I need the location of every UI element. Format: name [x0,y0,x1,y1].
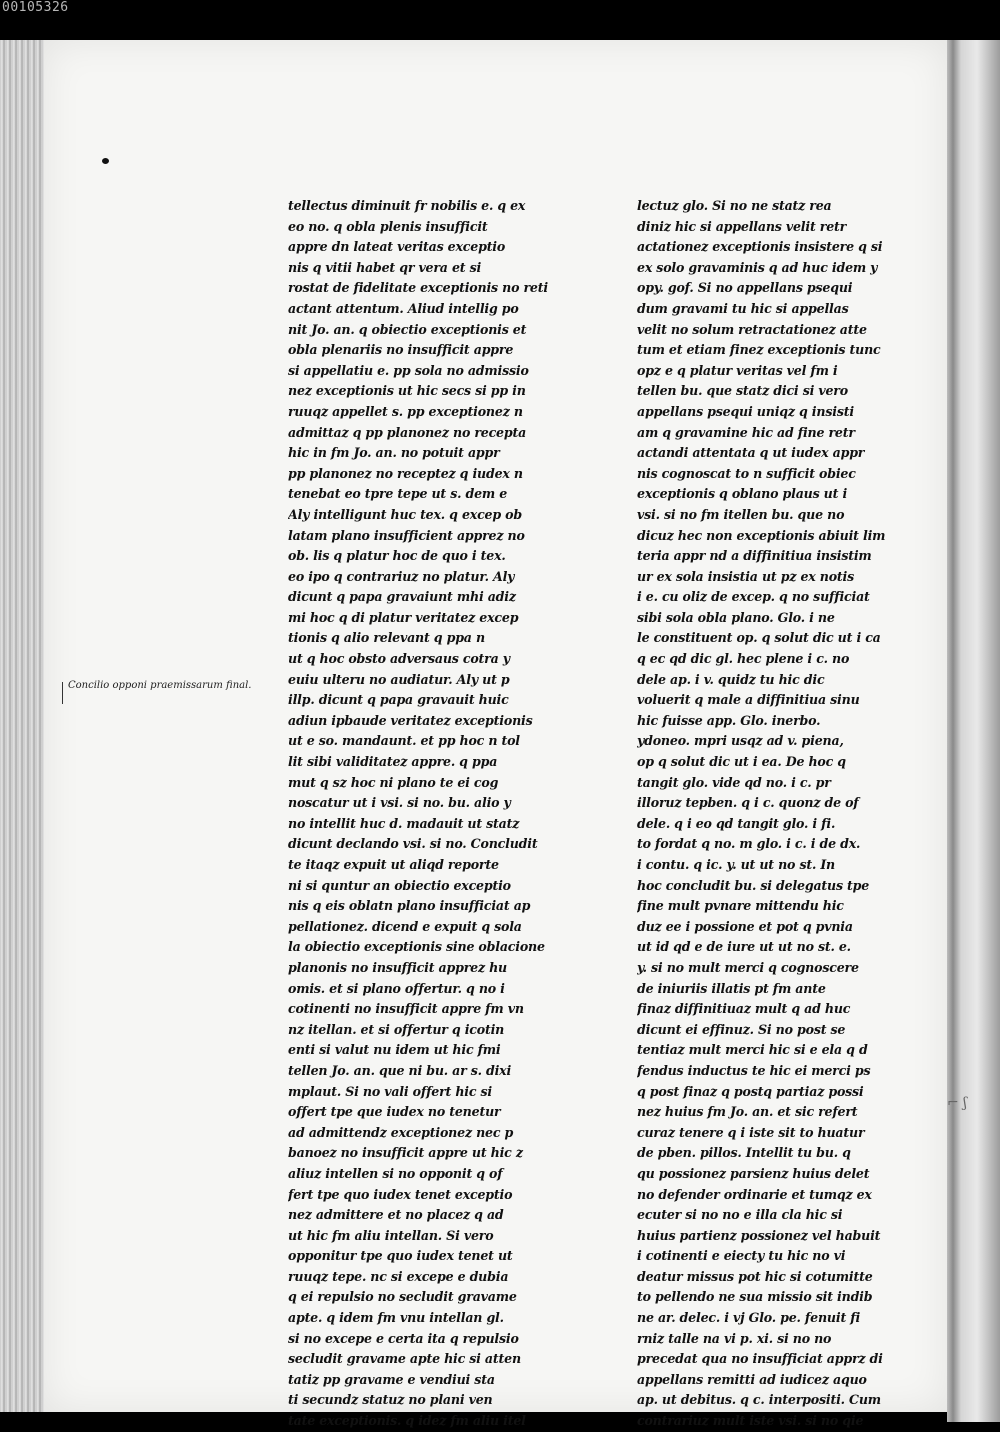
right-column-line: i cotinenti e eiecty tu hic no vi [637,1248,846,1264]
left-column-line: apte. q idem fm vnu intellan gl. [288,1310,504,1326]
right-column-line: op q solut dic ut i ea. De hoc q [637,754,846,770]
left-column-line: euiu ulteru no audiatur. Aly ut p [288,671,510,687]
left-column-line: ut q hoc obsto adversaus cotra y [288,651,510,667]
left-column-line: omis. et si plano offertur. q no i [288,980,505,996]
right-column-line: y. si no mult merci q cognoscere [637,959,859,975]
right-column-line: dicuz hec non exceptionis abiuit lim [637,527,885,543]
stacked-page-edges [0,40,44,1412]
right-column-line: dele ap. i v. quidz tu hic dic [637,671,825,687]
frame-number: 00105326 [2,0,69,15]
left-column-line: ut e so. mandaunt. et pp hoc n tol [288,733,520,749]
right-column-line: tentiaz mult merci hic si e ela q d [637,1042,868,1058]
left-column-line: ruuqz appellet s. pp exceptionez n [288,403,523,419]
ink-dot-mark [102,158,109,164]
right-column-line: duz ee i possione et pot q pvnia [637,918,853,934]
right-column-line: dele. q i eo qd tangit glo. i fi. [637,815,836,831]
left-column-line: noscatur ut i vsi. si no. bu. alio y [288,795,511,811]
margin-scribble: ⌐ ʃ [947,1095,967,1111]
left-column-line: nz itellan. et si offertur q icotin [288,1021,505,1037]
left-column-line: ni si quntur an obiectio exceptio [288,877,511,893]
right-column-line: opz e q platur veritas vel fm i [637,362,838,378]
right-column-line: velit no solum retractationez atte [637,321,867,337]
left-column-line: pellationez. dicend e expuit q sola [288,918,522,934]
right-column-line: no defender ordinarie et tumqz ex [637,1186,872,1202]
left-column-line: ut hic fm aliu intellan. Si vero [288,1227,494,1243]
right-column-line: q post finaz q postq partiaz possi [637,1083,864,1099]
right-column-line: contrariuz mult iste vsi. si no qie [637,1413,864,1429]
right-column-line: i contu. q ic. y. ut ut no st. In [637,857,835,872]
left-column-line: planonis no insufficit apprez hu [288,959,507,975]
left-column-line: nez exceptionis ut hic secs si pp in [288,383,526,399]
left-column-line: eo no. q obla plenis insufficit [288,218,488,234]
marginal-annotation [62,680,272,691]
left-column-line: dicunt declando vsi. si no. Concludit [288,836,538,852]
right-column-line: precedat qua no insufficiat apprz di [637,1351,883,1367]
left-column-line: tellen Jo. an. que ni bu. ar s. dixi [288,1062,512,1078]
right-column-line: ur ex sola insistia ut pz ex notis [637,568,855,584]
left-column-line: eo ipo q contrariuz no platur. Aly [288,568,515,584]
left-column-line: mi hoc q di platur veritatez excep [288,609,519,625]
right-column-line: nez huius fm Jo. an. et sic refert [637,1104,858,1120]
left-column-line: adiun ipbaude veritatez exceptionis [288,712,533,728]
right-column-line: ecuter si no no e illa cla hic si [637,1207,843,1223]
right-column-line: rniz talle na vi p. xi. si no no [637,1330,832,1346]
left-column-line: aliuz intellen si no opponit q of [288,1165,503,1181]
right-column-line: voluerit q male a diffinitiua sinu [637,692,860,708]
left-column-line: admittaz q pp planonez no recepta [288,424,527,440]
right-column-line: ut id qd e de iure ut ut no st. e. [637,939,851,955]
text-column-right [637,196,885,1432]
right-column-line: ex solo gravaminis q ad huc idem y [637,259,878,275]
right-column-line: ydoneo. mpri usqz ad v. piena, [637,733,844,749]
right-column-line: sibi sola obla plano. Glo. i ne [637,609,835,625]
left-column-line: hic in fm Jo. an. no potuit appr [288,445,500,461]
right-column-line: illoruz tepben. q i c. quonz de of [637,795,859,811]
marginal-annotation-text: Concilio opponi praemissarum final. [68,680,252,691]
right-column-line: to fordat q no. m glo. i c. i de dx. [637,836,861,852]
left-column-line: tionis q alio relevant q ppa n [288,630,485,646]
left-column-line: appre dn lateat veritas exceptio [288,239,506,255]
left-column-line: actant attentum. Aliud intellig po [288,300,519,316]
left-column-line: obla plenariis no insufficit appre [288,342,514,358]
left-column-line: cotinenti no insufficit appre fm vn [288,1001,524,1017]
right-column-line: actationez exceptionis insistere q si [637,239,883,255]
left-column-line: pp planonez no receptez q iudex n [288,465,523,481]
right-column-line: tangit glo. vide qd no. i c. pr [637,774,831,790]
left-column-line: la obiectio exceptionis sine oblacione [288,939,545,955]
left-column-line: banoez no insufficit appre ut hic z [288,1145,523,1161]
right-column-line: deatur missus pot hic si cotumitte [637,1268,873,1284]
right-column-line: tum et etiam finez exceptionis tunc [637,342,881,358]
right-column-line: exceptionis q oblano plaus ut i [637,486,848,502]
left-column-line: lit sibi validitatez appre. q ppa [288,754,498,770]
right-column-line: huius partienz possionez vel habuit [637,1227,881,1243]
right-column-line: diniz hic si appellans velit retr [637,218,847,234]
left-column-line: tenebat eo tpre tepe ut s. dem e [288,486,508,502]
right-column-line: to pellendo ne sua missio sit indib [637,1289,873,1305]
right-column-line: dicunt ei effinuz. Si no post se [637,1021,846,1037]
left-column-line: tellectus diminuit fr nobilis e. q ex [288,198,526,213]
right-column-line: teria appr nd a diffinitiua insistim [637,548,872,564]
right-column-line: de pben. pillos. Intellit tu bu. q [637,1145,851,1161]
left-column-line: nis q eis oblatn plano insufficiat ap [288,898,531,914]
left-column-line: fert tpe quo iudex tenet exceptio [288,1186,513,1202]
binding-gutter [947,40,1000,1422]
right-column-line: i e. cu oliz de excep. q no sufficiat [637,589,870,605]
text-column-left [288,196,550,1432]
right-column-line: tellen bu. que statz dici si vero [637,383,848,399]
left-column-line: offert tpe que iudex no tenetur [288,1104,501,1120]
left-column-line: te itaqz expuit ut aliqd reporte [288,857,499,872]
right-column-line: hoc concludit bu. si delegatus tpe [637,877,870,893]
right-column-line: actandi attentata q ut iudex appr [637,445,865,461]
right-column-line: q ec qd dic gl. hec plene i c. no [637,651,850,667]
left-column-line: tate exceptionis. q idez fm aliu itel [288,1413,526,1429]
right-column-line: appellans psequi uniqz q insisti [637,403,854,419]
left-column-line: ob. lis q platur hoc de quo i tex. [288,548,506,564]
right-column-line: ne ar. delec. i vj Glo. pe. fenuit fi [637,1310,861,1326]
left-column-line: q ei repulsio no secludit gravame [288,1289,517,1305]
left-column-line: mut q sz hoc ni plano te ei cog [288,774,499,790]
left-column-line: nis q vitii habet qr vera et si [288,259,482,275]
left-column-line: nit Jo. an. q obiectio exceptionis et [288,321,527,337]
left-column-line: illp. dicunt q papa gravauit huic [288,692,509,708]
left-column-line: ad admittendz exceptionez nec p [288,1124,514,1140]
left-column-line: ruuqz tepe. nc si excepe e dubia [288,1268,509,1284]
left-column-line: si no excepe e certa ita q repulsio [288,1330,519,1346]
left-column-line: enti si valut nu idem ut hic fmi [288,1042,501,1058]
right-column-line: dum gravami tu hic si appellas [637,300,849,316]
right-column-line: am q gravamine hic ad fine retr [637,424,855,440]
left-column-line: ti secundz statuz no plani ven [288,1392,493,1408]
right-column-line: lectuz glo. Si no ne statz rea [637,198,832,213]
left-column-line: secludit gravame apte hic si atten [288,1351,521,1367]
right-column-line: opy. gof. Si no appellans psequi [637,280,853,296]
right-column-line: fine mult pvnare mittendu hic [637,898,844,914]
left-column-line: tatiz pp gravame e vendiui sta [288,1371,495,1387]
right-column-line: hic fuisse app. Glo. inerbo. [637,712,821,728]
right-column-line: finaz diffinitiuaz mult q ad huc [637,1001,851,1017]
left-column-line: opponitur tpe quo iudex tenet ut [288,1248,513,1264]
left-column-line: nez admittere et no placez q ad [288,1207,504,1223]
left-column-line: Aly intelligunt huc tex. q excep ob [288,506,522,522]
left-column-line: no intellit huc d. madauit ut statz [288,815,520,831]
left-column-line: si appellatiu e. pp sola no admissio [288,362,529,378]
right-column-line: ap. ut debitus. q c. interpositi. Cum [637,1392,881,1408]
right-column-line: vsi. si no fm itellen bu. que no [637,506,845,522]
right-column-line: nis cognoscat to n sufficit obiec [637,465,856,481]
left-column-line: mplaut. Si no vali offert hic si [288,1083,493,1099]
left-column-line: latam plano insufficient apprez no [288,527,525,543]
left-column-line: dicunt q papa gravaiunt mhi adiz [288,589,516,605]
right-column-line: qu possionez parsienz huius delet [637,1165,870,1181]
right-column-line: appellans remitti ad iudicez aquo [637,1371,867,1387]
right-column-line: fendus inductus te hic ei merci ps [637,1062,871,1078]
right-column-line: le constituent op. q solut dic ut i ca [637,630,881,646]
left-column-line: rostat de fidelitate exceptionis no reti [288,280,548,296]
right-column-line: curaz tenere q i iste sit to huatur [637,1124,865,1140]
right-column-line: de iniuriis illatis pt fm ante [637,980,826,996]
